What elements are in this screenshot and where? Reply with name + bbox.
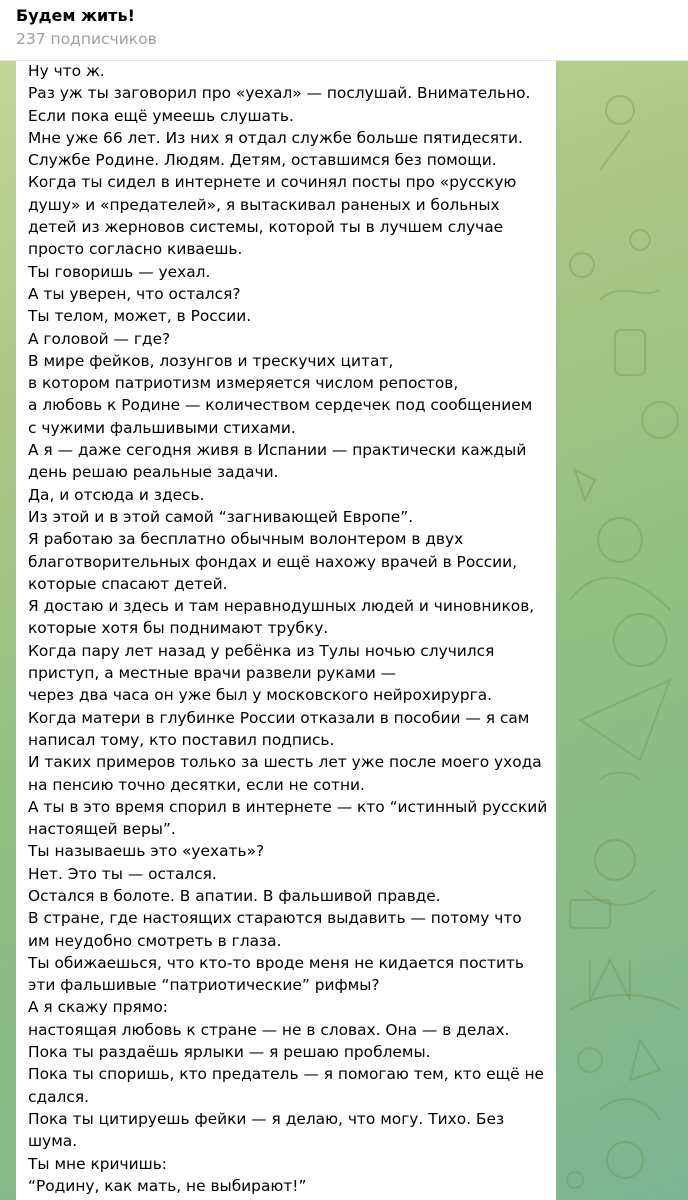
message-line: Из этой и в этой самой “загнивающей Европе”. [28, 507, 414, 526]
message-line: А ты уверен, что остался? [28, 284, 241, 303]
message-line: Пока ты споришь, кто предатель — я помогаю тем, кто ещё не [28, 1065, 545, 1084]
message-line: Ну что ж. [28, 62, 105, 80]
message-line: В стране, где настоящих стараются выдавить — потому что [28, 909, 522, 928]
message-line: И таких примеров только за шесть лет уже после моего ухода [28, 753, 542, 772]
message-line: которые спасают детей. [28, 574, 228, 593]
message-line: А ты в это время спорил в интернете — кто “истинный русский [28, 797, 548, 816]
message-line: настоящая любовь к стране — не в словах. Она — в делах. [28, 1020, 510, 1039]
message-line: Когда пару лет назад у ребёнка из Тулы ночью случился [28, 641, 495, 660]
message-line: “Родину, как мать, не выбирают!” [28, 1176, 307, 1195]
message-line: приступ, а местные врачи развели руками — [28, 664, 397, 683]
message-line: А головой — где? [28, 329, 171, 348]
message-line: на пенсию точно десятки, если не сотни. [28, 775, 365, 794]
message-line: Остался в болоте. В апатии. В фальшивой правде. [28, 886, 441, 905]
message-line: Службе Родине. Людям. Детям, оставшимся без помощи. [28, 151, 497, 170]
message-line: Раз уж ты заговорил про «уехал» — послушай. Внимательно. [28, 84, 531, 103]
message-line: Я работаю за бесплатно обычным волонтером в двух [28, 530, 464, 549]
message-line: с чужими фальшивыми стихами. [28, 418, 296, 437]
channel-title[interactable]: Будем жить! [16, 6, 135, 25]
message-line: через два часа он уже был у московского нейрохирурга. [28, 686, 493, 705]
message-line: благотворительных фондах и ещё нахожу врачей в России, [28, 552, 518, 571]
message-line: Я достаю и здесь и там неравнодушных людей и чиновников, [28, 597, 535, 616]
message-text [28, 60, 556, 1197]
message-line: сдался. [28, 1087, 89, 1106]
message-line: Да, и отсюда и здесь. [28, 485, 205, 504]
message-line: А я скажу прямо: [28, 998, 168, 1017]
message-line: им неудобно смотреть в глаза. [28, 931, 282, 950]
message-line: которые хотя бы поднимают трубку. [28, 619, 329, 638]
message-line: Мне уже 66 лет. Из них я отдал службе больше пятидесяти. [28, 128, 523, 147]
message-line: Ты обижаешься, что кто-то вроде меня не кидается постить [28, 953, 524, 972]
message-line: Ты называешь это «уехать»? [28, 842, 265, 861]
message-line: Ты мне кричишь: [28, 1154, 167, 1173]
message-line: Пока ты раздаёшь ярлыки — я решаю проблемы. [28, 1043, 431, 1062]
message-line: просто согласно киваешь. [28, 240, 243, 259]
message-line: Ты говоришь — уехал. [28, 262, 211, 281]
message-line: написал тому, кто поставил подпись. [28, 730, 335, 749]
message-line: Когда матери в глубинке России отказали в пособии — я сам [28, 708, 530, 727]
message-line: а любовь к Родине — количеством сердечек под сообщением [28, 396, 533, 415]
message-line: детей из жерновов системы, которой ты в лучшем случае [28, 218, 504, 237]
message-line: шума. [28, 1132, 78, 1151]
message-line: Пока ты цитируешь фейки — я делаю, что могу. Тихо. Без [28, 1109, 505, 1128]
message-bubble[interactable] [16, 60, 556, 1200]
channel-header[interactable] [0, 0, 688, 61]
message-line: душу» и «предателей», я вытаскивал раненых и больных [28, 195, 500, 214]
message-line: день решаю реальные задачи. [28, 463, 279, 482]
message-line: эти фальшивые “патриотические” рифмы? [28, 976, 380, 995]
message-line: А я — даже сегодня живя в Испании — практически каждый [28, 441, 527, 460]
message-line: в котором патриотизм измеряется числом репостов, [28, 374, 459, 393]
message-line: Если пока ещё умеешь слушать. [28, 106, 294, 125]
subscriber-count: 237 подписчиков [16, 30, 157, 48]
message-line: настоящей веры”. [28, 820, 176, 839]
message-line: Ты телом, может, в России. [28, 307, 252, 326]
message-line: Нет. Это ты — остался. [28, 864, 217, 883]
message-line: Когда ты сидел в интернете и сочинял посты про «русскую [28, 173, 517, 192]
message-line: В мире фейков, лозунгов и трескучих цитат, [28, 351, 394, 370]
